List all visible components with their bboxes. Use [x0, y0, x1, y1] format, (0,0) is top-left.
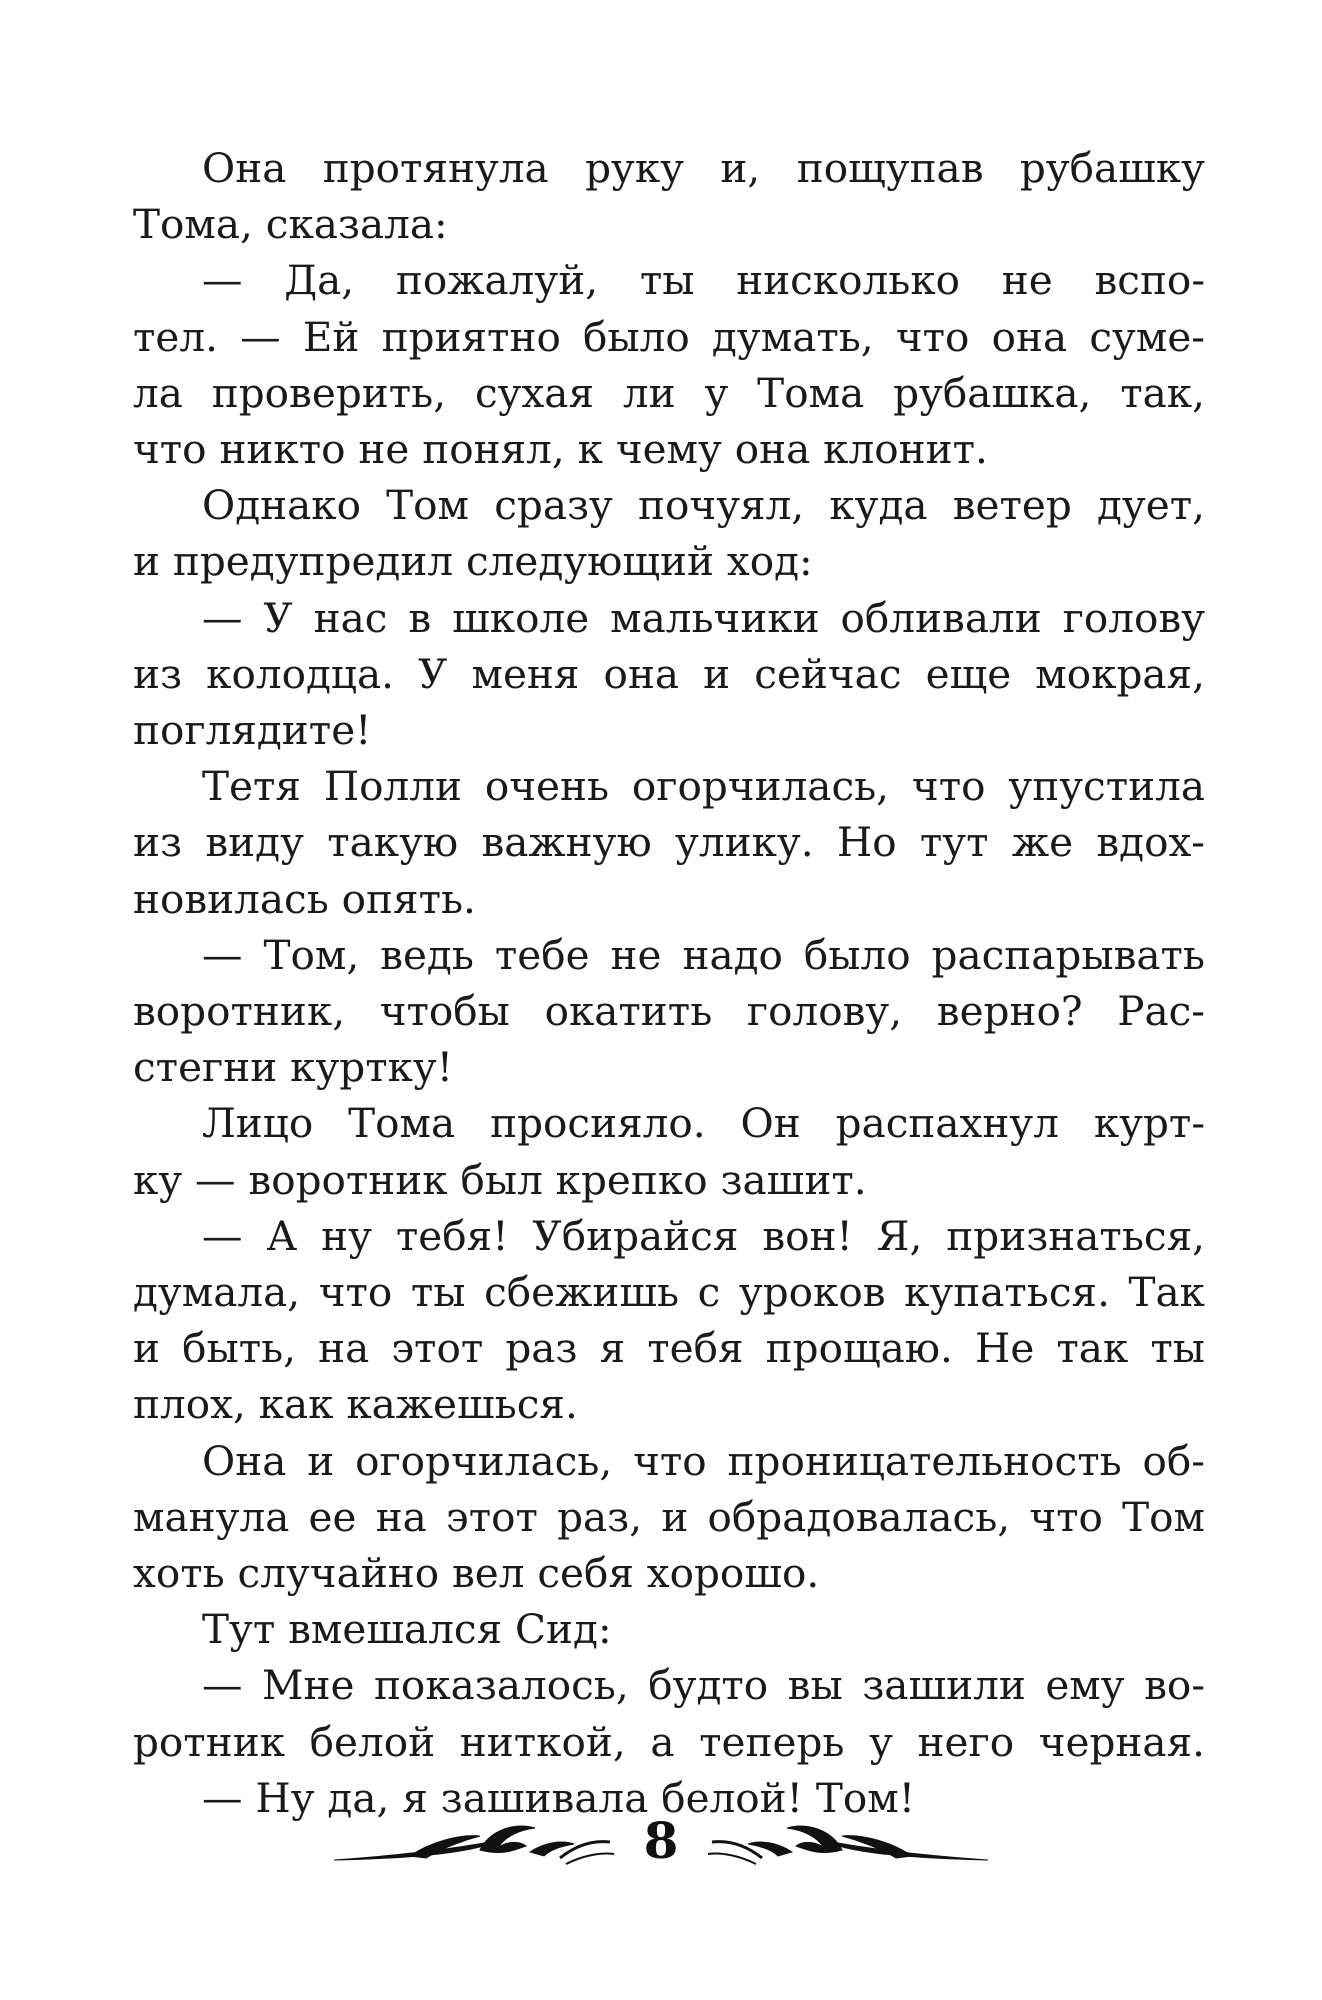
text-line: плох, как кажешься.: [133, 1380, 578, 1429]
text-line: что никто не понял, к чему она клонит.: [133, 425, 988, 474]
flourish-right-icon: [708, 1826, 988, 1864]
text-line: и быть, на этот раз я тебя прощаю. Не так ты: [133, 1324, 1205, 1373]
text-line: тел. — Ей приятно было думать, что она суме-: [133, 312, 1205, 361]
text-line: Лицо Тома просияло. Он распахнул курт-: [202, 1099, 1205, 1148]
text-line: Однако Том сразу почуял, куда ветер дует,: [202, 481, 1205, 530]
text-line: ротник белой ниткой, а теперь у него черная.: [133, 1717, 1205, 1766]
text-line: Тома, сказала:: [133, 200, 448, 249]
text-line: стегни куртку!: [133, 1043, 454, 1092]
text-line: — У нас в школе мальчики обливали голову: [202, 593, 1205, 642]
page-number: 8: [643, 1811, 679, 1870]
text-line: Тетя Полли очень огорчилась, что упустила: [202, 762, 1205, 811]
text-line: — Да, пожалуй, ты нисколько не вспо-: [202, 256, 1205, 305]
text-line: из виду такую важную улику. Но тут же вдох-: [133, 818, 1205, 867]
flourish-left-icon: [334, 1826, 614, 1864]
text-line: из колодца. У меня она и сейчас еще мокрая,: [133, 649, 1205, 698]
text-line: ла проверить, сухая ли у Тома рубашка, так,: [133, 368, 1205, 417]
text-line: — А ну тебя! Убирайся вон! Я, признаться,: [202, 1211, 1205, 1260]
body-text: [133, 140, 1205, 1826]
text-line: — Мне показалось, будто вы зашили ему во-: [202, 1661, 1205, 1710]
text-line: воротник, чтобы окатить голову, верно? Рас-: [133, 987, 1205, 1036]
text-line: Она и огорчилась, что проницательность об-: [202, 1436, 1205, 1485]
text-line: ку — воротник был крепко зашит.: [133, 1155, 867, 1204]
text-line: манула ее на этот раз, и обрадовалась, что Том: [133, 1492, 1205, 1541]
text-line: думала, что ты сбежишь с уроков купаться. Так: [133, 1268, 1205, 1317]
text-line: и предупредил следующий ход:: [133, 537, 813, 586]
text-line: Тут вмешался Сид:: [202, 1605, 612, 1654]
text-line: Она протянула руку и, пощупав рубашку: [202, 144, 1205, 192]
text-line: хоть случайно вел себя хорошо.: [133, 1549, 820, 1598]
text-line: новилась опять.: [133, 874, 476, 923]
text-line: — Том, ведь тебе не надо было распарывать: [202, 930, 1205, 979]
text-line: поглядите!: [133, 706, 372, 755]
text-line: — Ну да, я зашивала белой! Том!: [202, 1773, 916, 1822]
page-footer: [330, 1806, 992, 1886]
